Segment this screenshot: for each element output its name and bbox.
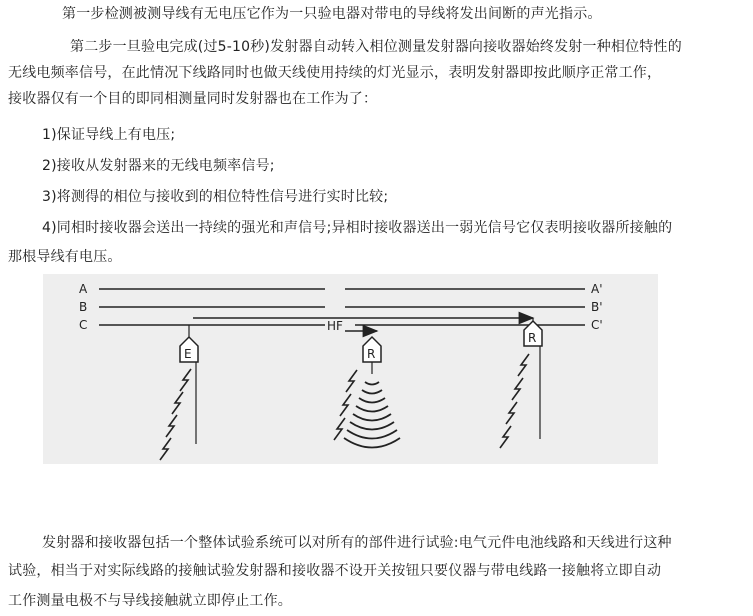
- list-item-3: 3)将测得的相位与接收到的相位特性信号进行实时比较;: [42, 189, 389, 205]
- list-item-4: 4)同相时接收器会送出一持续的强光和声信号;异相时接收器送出一弱光信号它仅表明接收器所接触的: [42, 220, 673, 236]
- phase-test-diagram: [43, 274, 658, 464]
- hf-label: HF: [327, 319, 343, 333]
- wire-label-c-prime: C': [591, 318, 603, 332]
- receiver-r-middle: [363, 337, 381, 374]
- sound-waves: [344, 382, 400, 448]
- wire-label-b-prime: B': [591, 300, 603, 314]
- lightning-bolts-r-right: [500, 354, 529, 448]
- para-system-line2: 试验，相当于对实际线路的接触试验发射器和接收器不设开关按钮只要仪器与带电线路一接触将立即自动: [8, 563, 662, 579]
- receiver-label-middle: R: [367, 347, 376, 361]
- lightning-bolts-e: [160, 369, 191, 460]
- para-step2-line1: 第二步一旦验电完成(过5-10秒)发射器自动转入相位测量发射器向接收器始终发射一种相位特性的: [70, 39, 682, 55]
- transmitter-e: [180, 325, 198, 444]
- wire-label-c: C: [79, 318, 88, 332]
- transmitter-label: E: [184, 347, 192, 361]
- para-step2-line2: 无线电频率信号，在此情况下线路同时也做天线使用持续的灯光显示，表明发射器即按此顺序正常工作，: [8, 65, 662, 81]
- list-item-4-continued: 那根导线有电压。: [8, 249, 122, 265]
- receiver-r-right: [524, 318, 542, 439]
- list-item-2: 2)接收从发射器来的无线电频率信号;: [42, 158, 275, 174]
- para-step2-line3: 接收器仅有一个目的即同相测量同时发射器也在工作为了：: [8, 91, 378, 107]
- para-system-line1: 发射器和接收器包括一个整体试验系统可以对所有的部件进行试验:电气元件电池线路和天线进行这种: [42, 535, 672, 551]
- wire-label-a: A: [79, 282, 88, 296]
- para-system-line3: 工作测量电极不与导线接触就立即停止工作。: [8, 593, 292, 609]
- receiver-label-right: R: [528, 331, 537, 345]
- wire-label-a-prime: A': [591, 282, 603, 296]
- lightning-bolts-r-middle: [334, 370, 357, 440]
- para-step1: 第一步检测被测导线有无电压它作为一只验电器对带电的导线将发出间断的声光指示。: [62, 6, 602, 22]
- list-item-1: 1)保证导线上有电压;: [42, 127, 176, 143]
- wire-label-b: B: [79, 300, 88, 314]
